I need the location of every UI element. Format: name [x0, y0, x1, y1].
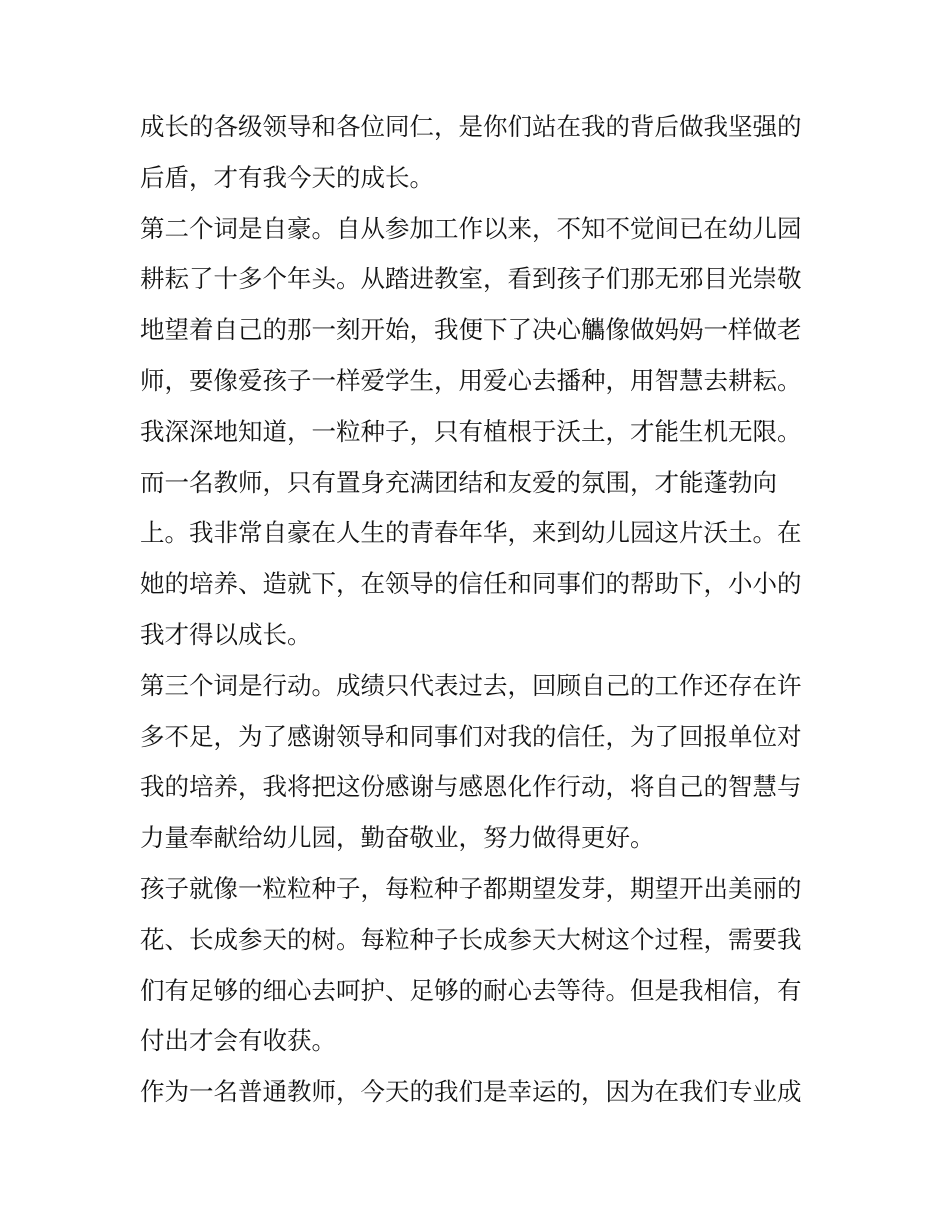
text-line: 我的培养，我将把这份感谢与感恩化作行动，将自己的智慧与 — [140, 772, 802, 802]
text-line: 地望着自己的那一刻开始，我便下了决心觿像做妈妈一样做老 — [140, 315, 802, 345]
text-line: 孩子就像一粒粒种子，每粒种子都期望发芽，期望开出美丽的 — [140, 873, 802, 903]
paragraph-3 — [140, 661, 820, 864]
document-body — [140, 102, 820, 1118]
text-line: 上。我非常自豪在人生的青春年华，来到幼儿园这片沃土。在 — [140, 518, 802, 548]
paragraph-1 — [140, 102, 820, 204]
text-line: 耕耘了十多个年头。从踏进教室，看到孩子们那无邪目光崇敬 — [140, 264, 802, 294]
paragraph-4 — [140, 864, 820, 1067]
text-line: 师，要像爱孩子一样爱学生，用爱心去播种，用智慧去耕耘。 — [140, 365, 802, 395]
paragraph-5 — [140, 1067, 820, 1118]
text-line: 后盾，才有我今天的成长。 — [140, 162, 434, 192]
text-line: 多不足，为了感谢领导和同事们对我的信任，为了回报单位对 — [140, 721, 802, 751]
text-line: 成长的各级领导和各位同仁，是你们站在我的背后做我坚强的 — [140, 112, 802, 141]
text-line: 而一名教师，只有置身充满团结和友爱的氛围，才能蓬勃向 — [140, 467, 777, 497]
text-line: 付出才会有收获。 — [140, 1026, 336, 1056]
text-line: 第二个词是自豪。自从参加工作以来，不知不觉间已在幼儿园 — [140, 213, 802, 243]
text-line: 我深深地知道，一粒种子，只有植根于沃土，才能生机无限。 — [140, 416, 802, 446]
text-line: 们有足够的细心去呵护、足够的耐心去等待。但是我相信，有 — [140, 975, 802, 1005]
text-line: 花、长成参天的树。每粒种子长成参天大树这个过程，需要我 — [140, 924, 802, 954]
text-line: 第三个词是行动。成绩只代表过去，回顾自己的工作还存在许 — [140, 670, 802, 700]
text-line: 她的培养、造就下，在领导的信任和同事们的帮助下，小小的 — [140, 569, 802, 599]
text-line: 力量奉献给幼儿园，勤奋敬业，努力做得更好。 — [140, 823, 655, 853]
text-line: 作为一名普通教师，今天的我们是幸运的，因为在我们专业成 — [140, 1077, 802, 1107]
paragraph-2 — [140, 204, 820, 661]
text-line: 我才得以成长。 — [140, 619, 312, 649]
